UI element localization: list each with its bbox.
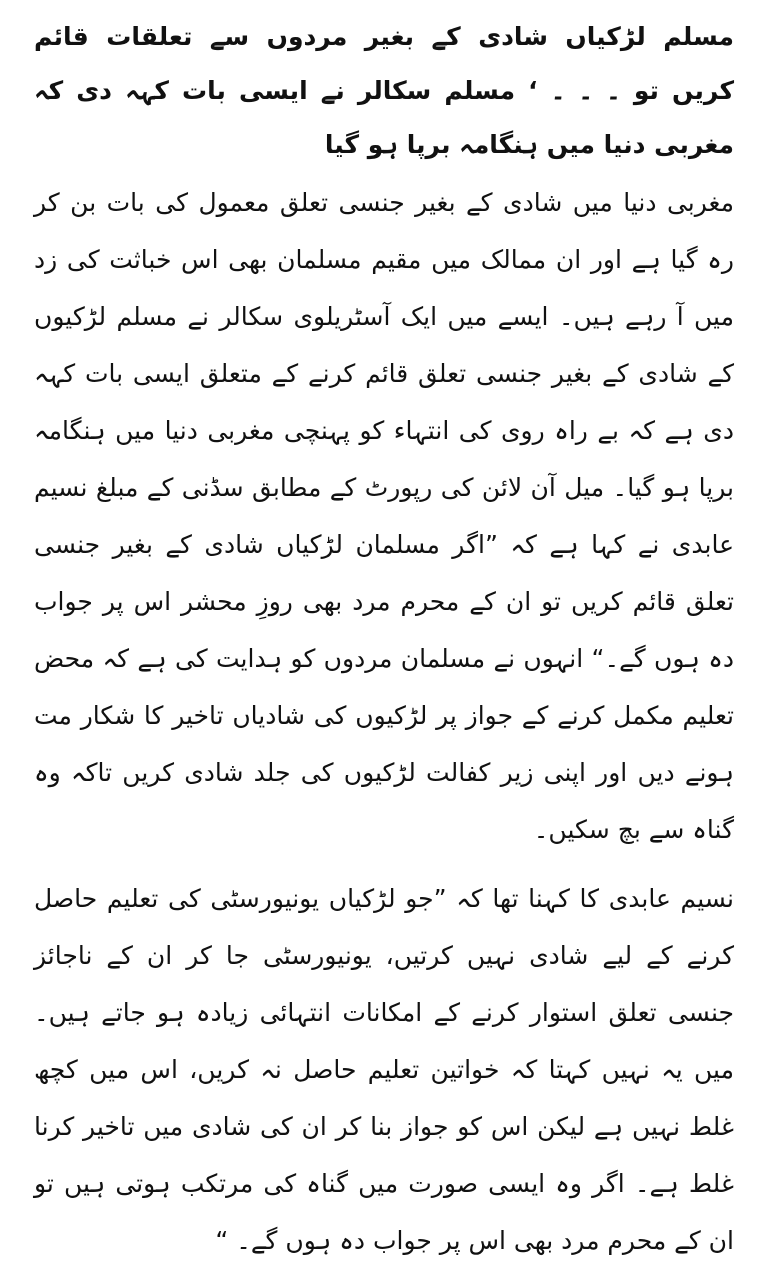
article-headline: مسلم لڑکیاں شادی کے بغیر مردوں سے تعلقات قائم کریں تو ۔ ۔ ۔ ‘ مسلم سکالر نے ایسی بات کہہ دی کہ مغربی دنیا میں ہنگامہ برپا ہو گیا: [34, 22, 734, 159]
article-paragraph-2: نسیم عابدی کا کہنا تھا کہ ”جو لڑکیاں یونیورسٹی کی تعلیم حاصل کرنے کے لیے شادی نہیں کرتیں، یونیورسٹی جا کر ان کے ناجائز جنسی تعلق استوار کرنے کے امکانات انتہائی زیادہ ہو جاتے ہیں۔ میں یہ نہیں کہتا کہ خواتین تعلیم حاصل نہ کریں، اس میں کچھ غلط نہیں ہے لیکن اس کو جواز بنا کر ان کی شادی میں تاخیر کرنا غلط ہے۔ اگر وہ ایسی صورت میں گناہ کی مرتکب ہوتی ہیں تو ان کے محرم مرد بھی اس پر جواب دہ ہوں گے۔ “: [34, 884, 734, 1255]
article-paragraph-1: مغربی دنیا میں شادی کے بغیر جنسی تعلق معمول کی بات بن کر رہ گیا ہے اور ان ممالک میں مقیم مسلمان بھی اس خباثت کی زد میں آ رہے ہیں۔ ایسے میں ایک آسٹریلوی سکالر نے مسلم لڑکیوں کے شادی کے بغیر جنسی تعلق قائم کرنے کے متعلق ایسی بات کہہ دی ہے کہ بے راہ روی کی انتہاء کو پہنچی مغربی دنیا میں ہنگامہ برپا ہو گیا۔ میل آن لائن کی رپورٹ کے مطابق سڈنی کے مبلغ نسیم عابدی نے کہا ہے کہ ”اگر مسلمان لڑکیاں شادی کے بغیر جنسی تعلق قائم کریں تو ان کے محرم مرد بھی روزِ محشر اس پر جواب دہ ہوں گے۔“ انہوں نے مسلمان مردوں کو ہدایت کی ہے کہ محض تعلیم مکمل کرنے کے جواز پر لڑکیوں کی شادیاں تاخیر کا شکار مت ہونے دیں اور اپنی زیر کفالت لڑکیوں کی جلد شادی کریں تاکہ وہ گناہ سے بچ سکیں۔: [34, 188, 734, 844]
